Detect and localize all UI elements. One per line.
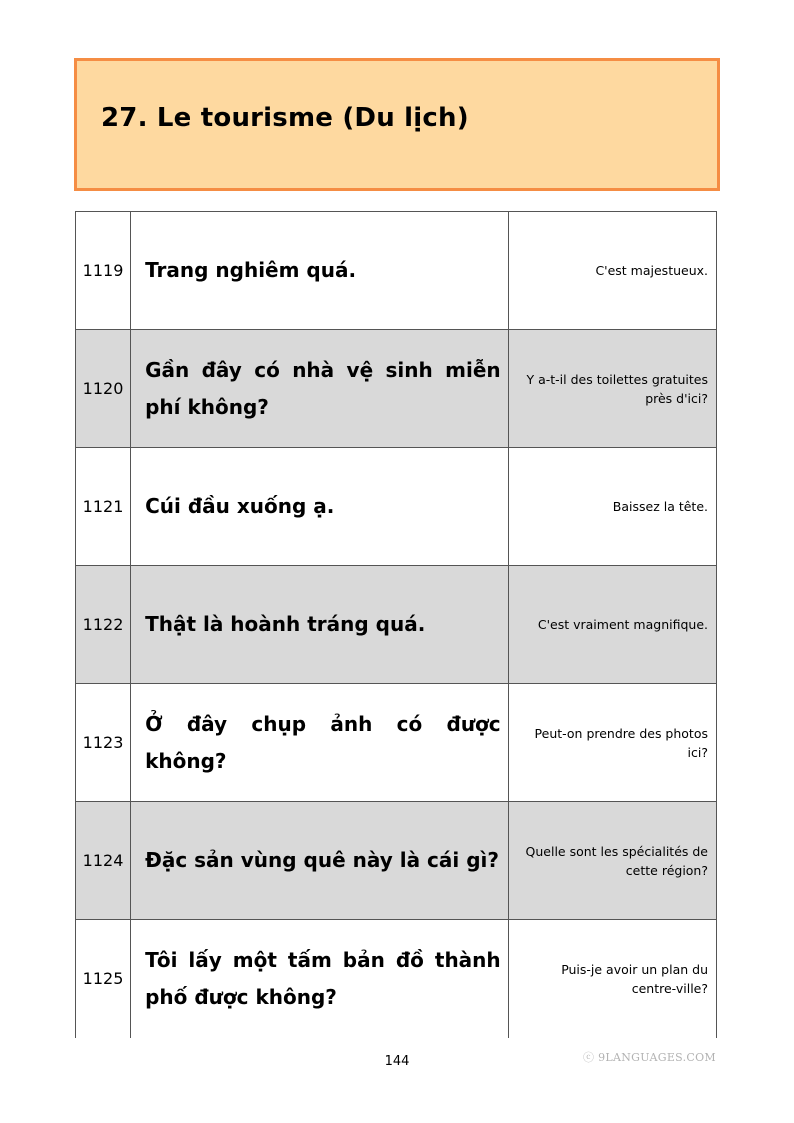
vietnamese-phrase: Ở đây chụp ảnh có được không? (131, 684, 509, 802)
vietnamese-phrase: Cúi đầu xuống ạ. (131, 448, 509, 566)
vietnamese-phrase: Đặc sản vùng quê này là cái gì? (131, 802, 509, 920)
table-row (76, 802, 717, 920)
copyright-watermark: ⓒ 9LANGUAGES.COM (583, 1051, 716, 1064)
section-header-box (74, 58, 720, 191)
phrase-number: 1123 (76, 684, 131, 802)
phrase-number: 1125 (76, 920, 131, 1038)
french-translation: Peut-on prendre des photos ici? (508, 684, 716, 802)
french-translation: C'est vraiment magnifique. (508, 566, 716, 684)
table-row (76, 330, 717, 448)
table-row (76, 566, 717, 684)
phrase-number: 1124 (76, 802, 131, 920)
vietnamese-phrase: Trang nghiêm quá. (131, 212, 509, 330)
phrase-number: 1119 (76, 212, 131, 330)
french-translation: C'est majestueux. (508, 212, 716, 330)
french-translation: Y a-t-il des toilettes gratuites près d'ici? (508, 330, 716, 448)
phrase-table (75, 211, 717, 1038)
table-row (76, 212, 717, 330)
phrase-number: 1122 (76, 566, 131, 684)
french-translation: Puis-je avoir un plan du centre-ville? (508, 920, 716, 1038)
table-row (76, 684, 717, 802)
french-translation: Baissez la tête. (508, 448, 716, 566)
vietnamese-phrase: Thật là hoành tráng quá. (131, 566, 509, 684)
table-row (76, 448, 717, 566)
table-row (76, 920, 717, 1038)
page-number: 144 (384, 1054, 410, 1069)
phrase-number: 1120 (76, 330, 131, 448)
phrase-number: 1121 (76, 448, 131, 566)
french-translation: Quelle sont les spécialités de cette région? (508, 802, 716, 920)
vietnamese-phrase: Gần đây có nhà vệ sinh miễn phí không? (131, 330, 509, 448)
page-title: 27. Le tourisme (Du lịch) (101, 103, 469, 133)
vietnamese-phrase: Tôi lấy một tấm bản đồ thành phố được không? (131, 920, 509, 1038)
